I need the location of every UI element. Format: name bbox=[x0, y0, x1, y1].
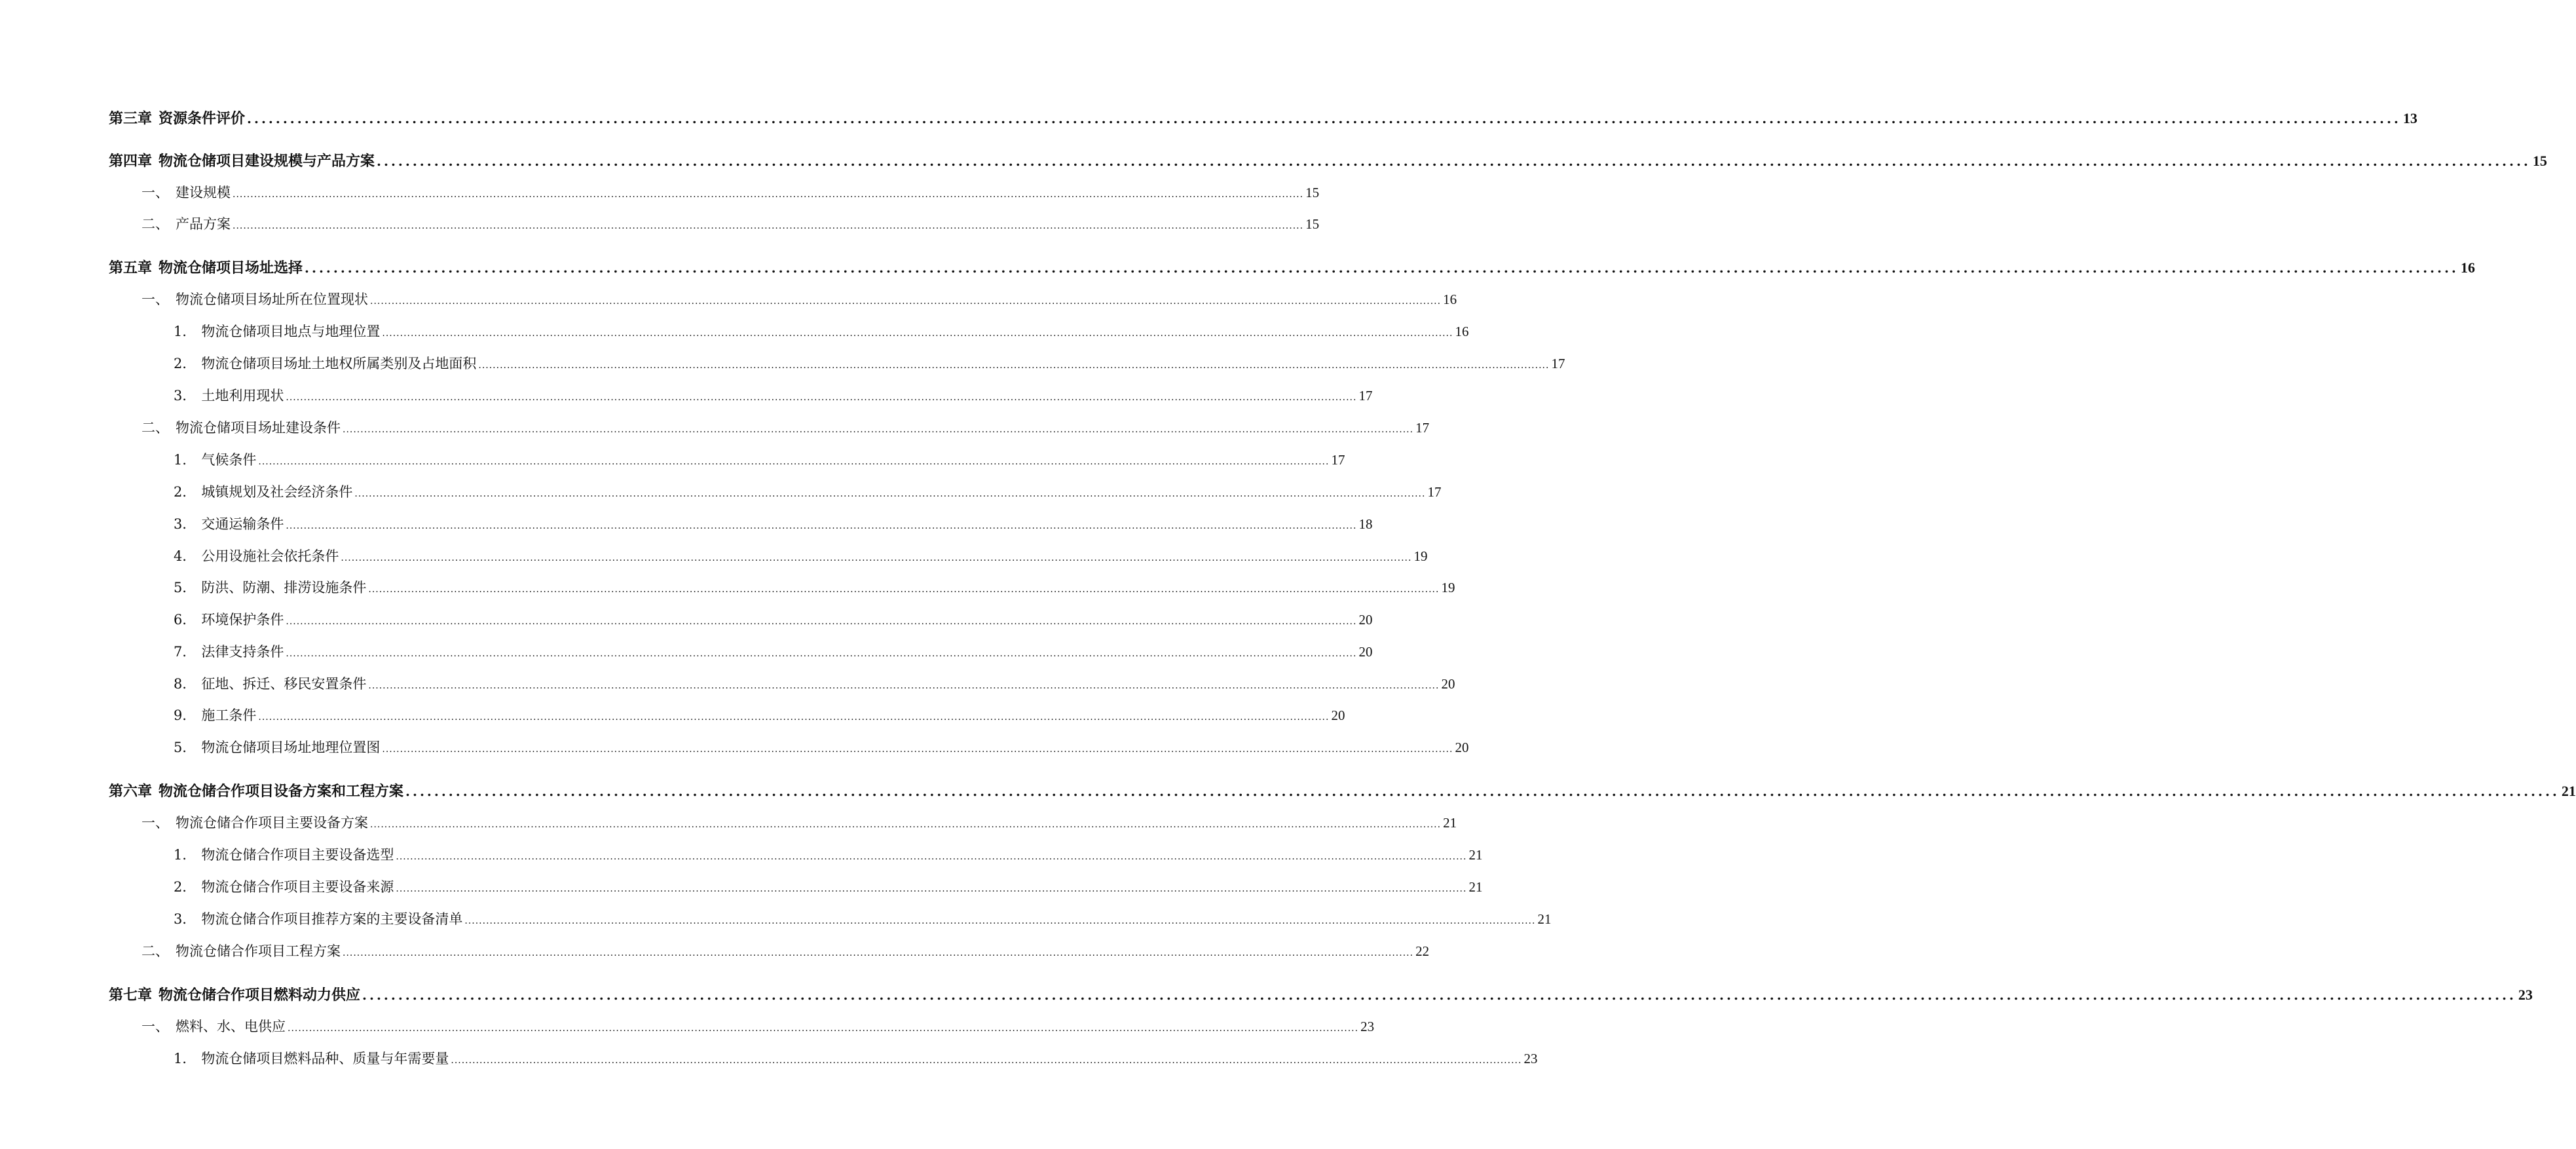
toc-entry-title: 城镇规划及社会经济条件 bbox=[201, 484, 353, 500]
toc-dot-leader: ............................................................................................................................................................................................................................................................................................................ bbox=[405, 783, 2560, 799]
toc-entry-number: 6． bbox=[174, 612, 196, 628]
toc-dot-leader: ............................................................................................................................................................................................................................................................................................................ bbox=[370, 819, 1442, 830]
toc-entry[interactable] bbox=[141, 182, 1320, 204]
toc-dot-leader: ............................................................................................................................................................................................................................................................................................................ bbox=[368, 584, 1440, 595]
toc-dot-leader: ............................................................................................................................................................................................................................................................................................................ bbox=[451, 1055, 1522, 1066]
toc-entry-number: 二、 bbox=[141, 943, 169, 959]
toc-entry[interactable] bbox=[174, 737, 1469, 759]
toc-entry[interactable] bbox=[174, 641, 1373, 664]
toc-entry-page: 19 bbox=[1413, 548, 1428, 564]
toc-entry-title: 物流仓储合作项目主要设备来源 bbox=[201, 879, 394, 895]
toc-dot-leader: ............................................................................................................................................................................................................................................................................................................ bbox=[343, 948, 1414, 958]
toc-dot-leader: ............................................................................................................................................................................................................................................................................................................ bbox=[478, 360, 1550, 371]
toc-entry-title: 公用设施社会依托条件 bbox=[201, 548, 339, 564]
toc-entry[interactable] bbox=[109, 257, 2475, 279]
toc-entry[interactable] bbox=[174, 321, 1469, 343]
toc-entry-title: 施工条件 bbox=[201, 707, 257, 723]
toc-dot-leader: ............................................................................................................................................................................................................................................................................................................ bbox=[286, 521, 1357, 531]
toc-entry-page: 23 bbox=[1523, 1051, 1538, 1066]
toc-entry-number: 1． bbox=[174, 847, 196, 863]
toc-entry-number: 2． bbox=[174, 356, 196, 371]
toc-entry-title: 物流仓储合作项目工程方案 bbox=[176, 943, 341, 959]
toc-entry[interactable] bbox=[141, 1016, 1375, 1038]
toc-dot-leader: ............................................................................................................................................................................................................................................................................................................ bbox=[286, 649, 1357, 659]
toc-entry-number: 二、 bbox=[141, 420, 169, 436]
toc-entry[interactable] bbox=[141, 289, 1457, 311]
toc-entry-title: 物流仓储项目场址建设条件 bbox=[176, 420, 341, 436]
toc-entry-title: 建设规模 bbox=[176, 185, 231, 200]
toc-dot-leader: ............................................................................................................................................................................................................................................................................................................ bbox=[286, 616, 1357, 627]
toc-entry-number: 第五章 bbox=[109, 259, 153, 276]
toc-entry[interactable] bbox=[141, 417, 1430, 440]
toc-entry[interactable] bbox=[141, 214, 1320, 236]
toc-entry-title: 物流仓储项目场址选择 bbox=[159, 259, 303, 276]
toc-dot-leader: ............................................................................................................................................................................................................................................................................................................ bbox=[362, 987, 2516, 1003]
toc-entry-number: 一、 bbox=[141, 292, 169, 307]
toc-entry[interactable] bbox=[174, 609, 1373, 631]
toc-dot-leader: ............................................................................................................................................................................................................................................................................................................ bbox=[370, 296, 1442, 307]
toc-entry-page: 23 bbox=[1360, 1019, 1375, 1034]
toc-entry[interactable] bbox=[109, 780, 2576, 802]
toc-entry-number: 3． bbox=[174, 911, 196, 927]
toc-entry[interactable] bbox=[174, 909, 1552, 931]
toc-dot-leader: ............................................................................................................................................................................................................................................................................................................ bbox=[396, 852, 1467, 862]
toc-dot-leader: ............................................................................................................................................................................................................................................................................................................ bbox=[233, 189, 1304, 200]
toc-dot-leader: ............................................................................................................................................................................................................................................................................................................ bbox=[382, 744, 1453, 755]
toc-dot-leader: ............................................................................................................................................................................................................................................................................................................ bbox=[258, 457, 1330, 467]
toc-entry-page: 20 bbox=[1455, 740, 1469, 755]
toc-entry-number: 2． bbox=[174, 879, 196, 895]
toc-entry-title: 物流仓储项目场址土地权所属类别及占地面积 bbox=[201, 356, 477, 371]
toc-entry[interactable] bbox=[174, 876, 1483, 899]
toc-entry-page: 13 bbox=[2402, 110, 2417, 126]
toc-dot-leader: ............................................................................................................................................................................................................................................................................................................ bbox=[288, 1023, 1359, 1034]
toc-entry-title: 环境保护条件 bbox=[201, 612, 284, 628]
toc-entry-number: 一、 bbox=[141, 185, 169, 200]
toc-entry[interactable] bbox=[174, 385, 1373, 407]
toc-entry-page: 16 bbox=[2460, 259, 2475, 276]
toc-entry-number: 第四章 bbox=[109, 153, 153, 170]
toc-entry-page: 21 bbox=[1468, 879, 1483, 895]
toc-entry-page: 17 bbox=[1331, 452, 1345, 468]
toc-dot-leader: ............................................................................................................................................................................................................................................................................................................ bbox=[343, 424, 1414, 435]
toc-entry[interactable] bbox=[174, 546, 1428, 568]
toc-entry-page: 21 bbox=[1443, 815, 1457, 831]
toc-entry-number: 5． bbox=[174, 580, 196, 595]
toc-entry[interactable] bbox=[109, 984, 2533, 1006]
toc-dot-leader: ............................................................................................................................................................................................................................................................................................................ bbox=[247, 111, 2401, 126]
toc-entry-number: 1． bbox=[174, 324, 196, 339]
toc-entry-number: 一、 bbox=[141, 1019, 169, 1034]
toc-entry-page: 21 bbox=[2561, 783, 2576, 799]
toc-dot-leader: ............................................................................................................................................................................................................................................................................................................ bbox=[341, 553, 1412, 563]
toc-entry-title: 产品方案 bbox=[176, 216, 231, 232]
toc-entry-number: 一、 bbox=[141, 815, 169, 831]
toc-entry-number: 5． bbox=[174, 740, 196, 755]
toc-entry-page: 17 bbox=[1551, 356, 1565, 371]
toc-entry-title: 物流仓储项目地点与地理位置 bbox=[201, 324, 381, 339]
toc-entry-title: 征地、拆迁、移民安置条件 bbox=[201, 676, 367, 692]
toc-entry[interactable] bbox=[141, 812, 1457, 835]
toc-entry-page: 22 bbox=[1415, 943, 1430, 959]
toc-entry-page: 17 bbox=[1358, 388, 1373, 404]
toc-entry-page: 18 bbox=[1358, 516, 1373, 532]
toc-entry-page: 20 bbox=[1358, 612, 1373, 628]
toc-entry-number: 1． bbox=[174, 452, 196, 468]
toc-entry[interactable] bbox=[174, 1048, 1538, 1070]
toc-entry[interactable] bbox=[174, 705, 1345, 727]
toc-entry-title: 物流仓储合作项目主要设备选型 bbox=[201, 847, 394, 863]
toc-entry-page: 20 bbox=[1358, 644, 1373, 660]
toc-entry-page: 15 bbox=[1305, 185, 1320, 200]
toc-entry[interactable] bbox=[174, 673, 1455, 696]
toc-entry-title: 物流仓储合作项目主要设备方案 bbox=[176, 815, 368, 831]
toc-entry-number: 3． bbox=[174, 388, 196, 404]
toc-entry-number: 2． bbox=[174, 484, 196, 500]
toc-entry[interactable] bbox=[174, 481, 1442, 504]
toc-entry-title: 物流仓储合作项目燃料动力供应 bbox=[159, 987, 361, 1004]
toc-entry-number: 第七章 bbox=[109, 987, 153, 1004]
toc-entry-title: 物流仓储项目场址地理位置图 bbox=[201, 740, 381, 755]
toc-dot-leader: ............................................................................................................................................................................................................................................................................................................ bbox=[377, 153, 2531, 169]
toc-entry[interactable] bbox=[174, 844, 1483, 867]
toc-entry[interactable] bbox=[174, 577, 1455, 599]
toc-entry-page: 17 bbox=[1415, 420, 1430, 436]
toc-entry[interactable] bbox=[141, 941, 1430, 963]
toc-entry-title: 交通运输条件 bbox=[201, 516, 284, 532]
toc-dot-leader: ............................................................................................................................................................................................................................................................................................................ bbox=[258, 712, 1330, 723]
toc-entry[interactable] bbox=[174, 514, 1373, 536]
toc-entry-title: 土地利用现状 bbox=[201, 388, 284, 404]
toc-entry-title: 资源条件评价 bbox=[159, 110, 246, 127]
toc-entry[interactable] bbox=[174, 353, 1565, 375]
toc-entry-page: 15 bbox=[1305, 216, 1320, 232]
toc-entry-number: 3． bbox=[174, 516, 196, 532]
toc-dot-leader: ............................................................................................................................................................................................................................................................................................................ bbox=[286, 392, 1357, 403]
toc-entry-number: 第六章 bbox=[109, 783, 153, 800]
toc-entry-title: 气候条件 bbox=[201, 452, 257, 468]
toc-entry-page: 19 bbox=[1441, 580, 1455, 595]
toc-entry-title: 物流仓储项目场址所在位置现状 bbox=[176, 292, 368, 307]
toc-entry-number: 第三章 bbox=[109, 110, 153, 127]
toc-entry-title: 物流仓储项目建设规模与产品方案 bbox=[159, 153, 375, 170]
toc-dot-leader: ............................................................................................................................................................................................................................................................................................................ bbox=[464, 916, 1536, 926]
toc-entry-page: 21 bbox=[1537, 911, 1552, 927]
toc-entry-page: 16 bbox=[1455, 324, 1469, 339]
toc-entry-number: 1． bbox=[174, 1051, 196, 1066]
toc-dot-leader: ............................................................................................................................................................................................................................................................................................................ bbox=[305, 260, 2459, 276]
toc-entry-number: 4． bbox=[174, 548, 196, 564]
toc-entry-number: 7． bbox=[174, 644, 196, 660]
toc-entry-title: 燃料、水、电供应 bbox=[176, 1019, 286, 1034]
toc-dot-leader: ............................................................................................................................................................................................................................................................................................................ bbox=[233, 221, 1304, 231]
toc-entry-title: 物流仓储合作项目推荐方案的主要设备清单 bbox=[201, 911, 463, 927]
toc-entry-number: 9． bbox=[174, 707, 196, 723]
toc-entry-title: 法律支持条件 bbox=[201, 644, 284, 660]
toc-entry-number: 8． bbox=[174, 676, 196, 692]
toc-dot-leader: ............................................................................................................................................................................................................................................................................................................ bbox=[354, 489, 1426, 499]
toc-entry[interactable] bbox=[109, 107, 2417, 130]
toc-entry-number: 二、 bbox=[141, 216, 169, 232]
toc-entry-page: 20 bbox=[1331, 707, 1345, 723]
toc-entry-title: 防洪、防潮、排涝设施条件 bbox=[201, 580, 367, 595]
toc-dot-leader: ............................................................................................................................................................................................................................................................................................................ bbox=[368, 681, 1440, 691]
toc-dot-leader: ............................................................................................................................................................................................................................................................................................................ bbox=[382, 328, 1453, 339]
toc-entry-page: 15 bbox=[2532, 153, 2547, 169]
toc-entry-title: 物流仓储项目燃料品种、质量与年需要量 bbox=[201, 1051, 449, 1066]
toc-entry-page: 16 bbox=[1443, 292, 1457, 307]
toc-entry[interactable] bbox=[109, 150, 2547, 172]
toc-entry-page: 17 bbox=[1427, 484, 1442, 500]
toc-dot-leader: ............................................................................................................................................................................................................................................................................................................ bbox=[396, 884, 1467, 894]
toc-entry[interactable] bbox=[174, 449, 1345, 472]
toc-entry-page: 23 bbox=[2518, 987, 2533, 1003]
toc-entry-page: 20 bbox=[1441, 676, 1455, 692]
toc-entry-title: 物流仓储合作项目设备方案和工程方案 bbox=[159, 783, 404, 800]
toc-entry-page: 21 bbox=[1468, 847, 1483, 863]
